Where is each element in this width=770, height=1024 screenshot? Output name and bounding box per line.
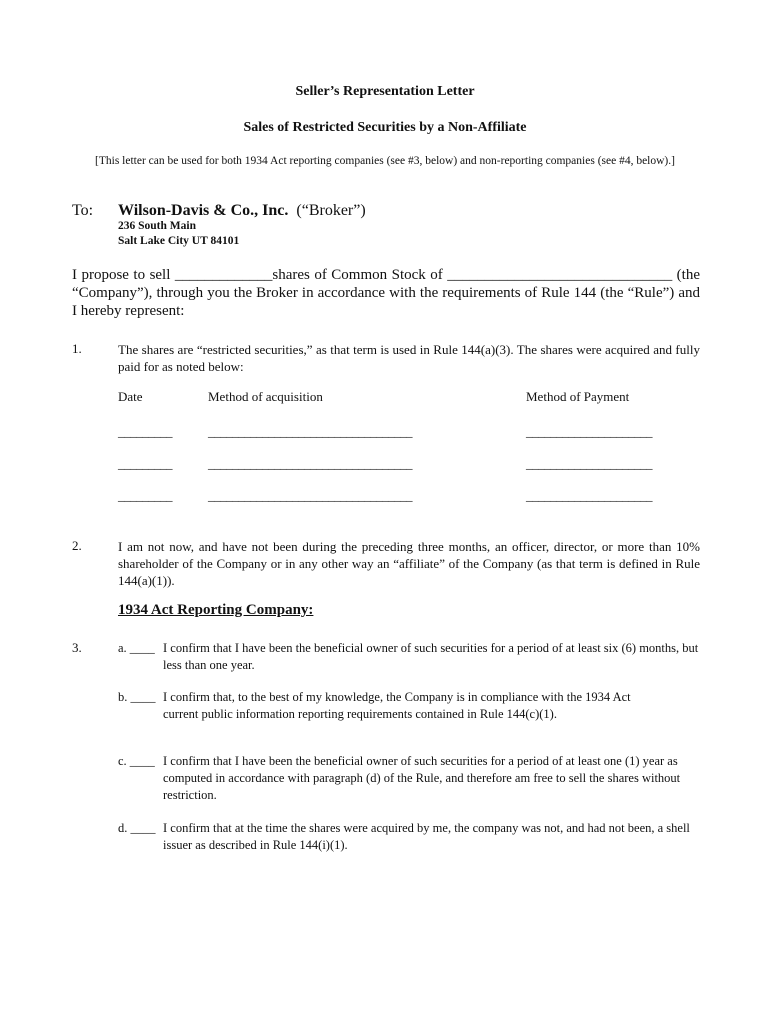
section-heading-1934-act: 1934 Act Reporting Company: xyxy=(118,602,314,618)
item-2-number: 2. xyxy=(72,538,82,553)
address-line-2: Salt Lake City UT 84101 xyxy=(118,235,240,247)
payment-blank-1[interactable]: _____________________ xyxy=(526,424,652,439)
usage-note: [This letter can be used for both 1934 Act reporting companies (see #3, below) and non-reporting companies (see #4, below).] xyxy=(95,155,675,167)
recipient-line xyxy=(118,202,366,220)
column-header-date: Date xyxy=(118,389,143,404)
item-1-text: The shares are “restricted securities,” as that term is used in Rule 144(a)(3). The shares were acquired and fully paid for as noted below: xyxy=(118,342,700,374)
acquisition-blank-3[interactable]: __________________________________ xyxy=(208,488,412,503)
item-1-number: 1. xyxy=(72,341,82,356)
date-blank-1[interactable]: _________ xyxy=(118,424,172,439)
date-blank-2[interactable]: _________ xyxy=(118,456,172,471)
option-d-checkbox[interactable]: d. ____ xyxy=(118,821,156,835)
item-3-number: 3. xyxy=(72,640,82,655)
broker-name: Wilson-Davis & Co., Inc. xyxy=(118,202,289,219)
option-b-text: I confirm that, to the best of my knowledge, the Company is in compliance with the 1934 Act current public information reporting requirements contained in Rule 144(c)(1). xyxy=(163,690,631,721)
payment-blank-3[interactable]: _____________________ xyxy=(526,488,652,503)
option-b-checkbox[interactable]: b. ____ xyxy=(118,690,156,704)
option-a-checkbox[interactable]: a. ____ xyxy=(118,641,155,655)
option-d-text: I confirm that at the time the shares were acquired by me, the company was not, and had not been, a shell issuer as described in Rule 144(i)(1). xyxy=(163,821,690,852)
payment-blank-2[interactable]: _____________________ xyxy=(526,456,652,471)
intro-paragraph: I propose to sell _____________shares of Common Stock of ______________________________ (the “Company”), through you the Broker in accordance with the requirements of Rule 144 (the “Rule”) and I hereby represent: xyxy=(72,267,700,319)
option-c-text: I confirm that I have been the beneficial owner of such securities for a period of at least one (1) year as computed in accordance with paragraph (d) of the Rule, and therefore am free to sell the shares without restriction. xyxy=(163,754,681,802)
item-2-text: I am not now, and have not been during the preceding three months, an officer, director, or more than 10% shareholder of the Company or in any other way an “affiliate” of the Company (as that term is defined in Rule 144(a)(1)). xyxy=(118,539,700,588)
document-title: Seller’s Representation Letter xyxy=(295,84,475,99)
option-a-text: I confirm that I have been the beneficial owner of such securities for a period of at least six (6) months, but less than one year. xyxy=(163,641,699,672)
document-subtitle: Sales of Restricted Securities by a Non-Affiliate xyxy=(243,120,527,135)
broker-role: (“Broker”) xyxy=(296,202,366,219)
option-c-checkbox[interactable]: c. ____ xyxy=(118,754,155,768)
acquisition-blank-1[interactable]: __________________________________ xyxy=(208,424,412,439)
to-label: To: xyxy=(72,202,94,219)
date-blank-3[interactable]: _________ xyxy=(118,488,172,503)
column-header-method-payment: Method of Payment xyxy=(526,389,630,404)
address-line-1: 236 South Main xyxy=(118,220,196,232)
acquisition-blank-2[interactable]: __________________________________ xyxy=(208,456,412,471)
column-header-method-acquisition: Method of acquisition xyxy=(208,389,323,404)
